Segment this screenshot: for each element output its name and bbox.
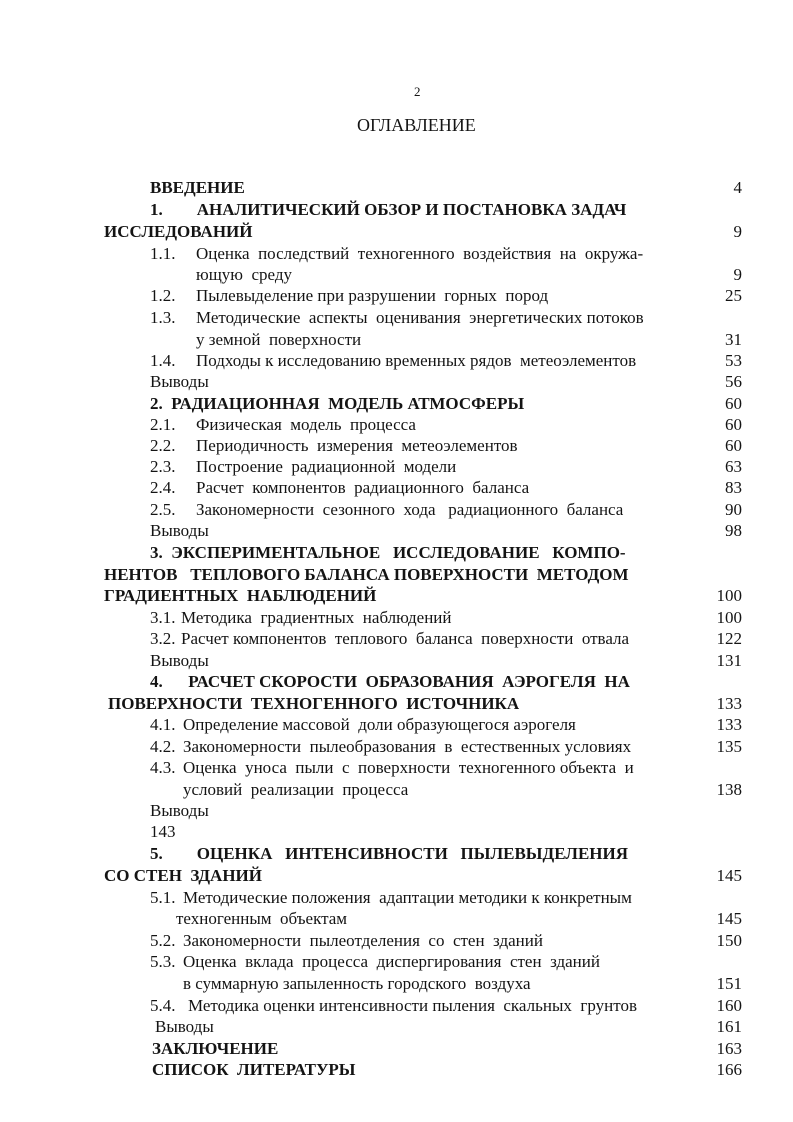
toc-entry-number: 4.2. — [150, 737, 176, 756]
toc-entry-title: 4. РАСЧЕТ СКОРОСТИ ОБРАЗОВАНИЯ АЭРОГЕЛЯ НА — [150, 672, 630, 691]
toc-entry-page: 133 — [716, 715, 742, 734]
toc-entry-number: 5.1. — [150, 888, 176, 907]
toc-entry-title: ющую среду — [196, 265, 293, 284]
toc-entry-page: 63 — [725, 457, 742, 476]
toc-entry-page: 163 — [716, 1039, 742, 1058]
toc-entry-number: 2.4. — [150, 478, 176, 497]
toc-entry-page: 122 — [716, 629, 742, 648]
toc-entry-title: ЗАКЛЮЧЕНИЕ — [152, 1039, 279, 1058]
toc-entry-number: 3.1. — [150, 608, 176, 627]
toc-entry-title: 1. АНАЛИТИЧЕСКИЙ ОБЗОР И ПОСТАНОВКА ЗАДАЧ — [150, 200, 627, 219]
toc-entry-page: 145 — [716, 866, 742, 885]
toc-entry-page: 4 — [733, 178, 742, 197]
toc-entry-page: 31 — [725, 330, 742, 349]
toc-entry-page: 166 — [716, 1060, 742, 1079]
toc-entry-title: Оценка вклада процесса диспергирования стен зданий — [183, 952, 600, 971]
page-title: ОГЛАВЛЕНИЕ — [357, 115, 476, 135]
toc-entry-title: Выводы — [150, 521, 209, 540]
toc-entry-number: 3.2. — [150, 629, 176, 648]
toc-entry-page: 25 — [725, 286, 742, 305]
toc-entry-page: 60 — [725, 436, 742, 455]
toc-entry-number: 2.5. — [150, 500, 176, 519]
toc-entry-page: 135 — [716, 737, 742, 756]
toc-entry-page: 60 — [725, 415, 742, 434]
toc-entry-page: 9 — [733, 222, 742, 241]
toc-entry-page: 100 — [716, 608, 742, 627]
toc-entry-page: 56 — [725, 372, 742, 391]
toc-entry-title: Выводы — [150, 801, 209, 820]
toc-entry-title: Методика оценки интенсивности пыления скальных грунтов — [188, 996, 637, 1015]
toc-entry-title: условий реализации процесса — [183, 780, 409, 799]
toc-entry-title: ИССЛЕДОВАНИЙ — [104, 222, 253, 241]
toc-entry-page: 83 — [725, 478, 742, 497]
toc-entry-number: 2.2. — [150, 436, 176, 455]
toc-entry-page: 138 — [716, 780, 742, 799]
toc-entry-title: 143 — [150, 822, 176, 841]
toc-entry-title: Выводы — [150, 651, 209, 670]
toc-entry-page: 161 — [716, 1017, 742, 1036]
toc-entry-number: 5.2. — [150, 931, 176, 950]
toc-entry-page: 60 — [725, 394, 742, 413]
toc-entry-title: техногенным объектам — [176, 909, 348, 928]
toc-entry-title: Оценка уноса пыли с поверхности техногенного объекта и — [183, 758, 634, 777]
toc-entry-title: в суммарную запыленность городского воздуха — [183, 974, 531, 993]
toc-entry-title: Закономерности пылеобразования в естественных условиях — [183, 737, 632, 756]
toc-entry-page: 9 — [733, 265, 742, 284]
page-number: 2 — [414, 84, 421, 99]
toc-entry-title: СПИСОК ЛИТЕРАТУРЫ — [152, 1060, 356, 1079]
toc-entry-title: Расчет компонентов радиационного баланса — [196, 478, 530, 497]
toc-entry-title: Подходы к исследованию временных рядов метеоэлементов — [196, 351, 637, 370]
toc-entry-title: Закономерности пылеотделения со стен зданий — [183, 931, 543, 950]
toc-entry-page: 98 — [725, 521, 742, 540]
toc-entry-title: 3. ЭКСПЕРИМЕНТАЛЬНОЕ ИССЛЕДОВАНИЕ КОМПО- — [150, 543, 626, 562]
toc-entry-title: 5. ОЦЕНКА ИНТЕНСИВНОСТИ ПЫЛЕВЫДЕЛЕНИЯ — [150, 844, 629, 863]
toc-entry-title: Выводы — [155, 1017, 214, 1036]
toc-entry-page: 131 — [716, 651, 742, 670]
toc-entry-page: 145 — [716, 909, 742, 928]
toc-entry-number: 1.4. — [150, 351, 176, 370]
toc-entry-page: 53 — [725, 351, 742, 370]
toc-entry-page: 133 — [716, 694, 742, 713]
toc-entry-page: 160 — [716, 996, 742, 1015]
toc-entry-number: 5.4. — [150, 996, 176, 1015]
toc-entry-title: Построение радиационной модели — [196, 457, 457, 476]
toc-entry-title: Методические аспекты оценивания энергетических потоков — [196, 308, 644, 327]
toc-entry-title: Методика градиентных наблюдений — [181, 608, 452, 627]
toc-entry-number: 1.1. — [150, 244, 176, 263]
toc-entry-title: СО СТЕН ЗДАНИЙ — [104, 866, 263, 885]
toc-entry-number: 2.1. — [150, 415, 176, 434]
toc-entry-title: ПОВЕРХНОСТИ ТЕХНОГЕННОГО ИСТОЧНИКА — [108, 694, 520, 713]
toc-entry-title: Физическая модель процесса — [196, 415, 416, 434]
toc-entry-number: 5.3. — [150, 952, 176, 971]
toc-entry-title: Закономерности сезонного хода радиационного баланса — [196, 500, 624, 519]
toc-entry-title: НЕНТОВ ТЕПЛОВОГО БАЛАНСА ПОВЕРХНОСТИ МЕТОДОМ — [104, 565, 629, 584]
toc-entry-title: Периодичность измерения метеоэлементов — [196, 436, 518, 455]
toc-entry-title: Определение массовой доли образующегося аэрогеля — [183, 715, 576, 734]
toc-entry-title: ВВЕДЕНИЕ — [150, 178, 245, 197]
toc-entry-title: Оценка последствий техногенного воздействия на окружа- — [196, 244, 644, 263]
toc-entry-title: ГРАДИЕНТНЫХ НАБЛЮДЕНИЙ — [104, 586, 377, 605]
toc-entry-page: 100 — [716, 586, 742, 605]
toc-entry-title: Расчет компонентов теплового баланса поверхности отвала — [181, 629, 630, 648]
toc-entry-page: 151 — [716, 974, 742, 993]
toc-entry-title: 2. РАДИАЦИОННАЯ МОДЕЛЬ АТМОСФЕРЫ — [150, 394, 525, 413]
toc-entry-title: Методические положения адаптации методики к конкретным — [183, 888, 632, 907]
toc-entry-page: 150 — [716, 931, 742, 950]
toc-entry-number: 4.1. — [150, 715, 176, 734]
toc-entry-title: у земной поверхности — [196, 330, 362, 349]
toc-entry-title: Выводы — [150, 372, 209, 391]
toc-entry-page: 90 — [725, 500, 742, 519]
toc-entry-number: 2.3. — [150, 457, 176, 476]
toc-entry-title: Пылевыделение при разрушении горных пород — [196, 286, 549, 305]
toc-entry-number: 1.2. — [150, 286, 176, 305]
toc-entry-number: 4.3. — [150, 758, 176, 777]
toc-entry-number: 1.3. — [150, 308, 176, 327]
